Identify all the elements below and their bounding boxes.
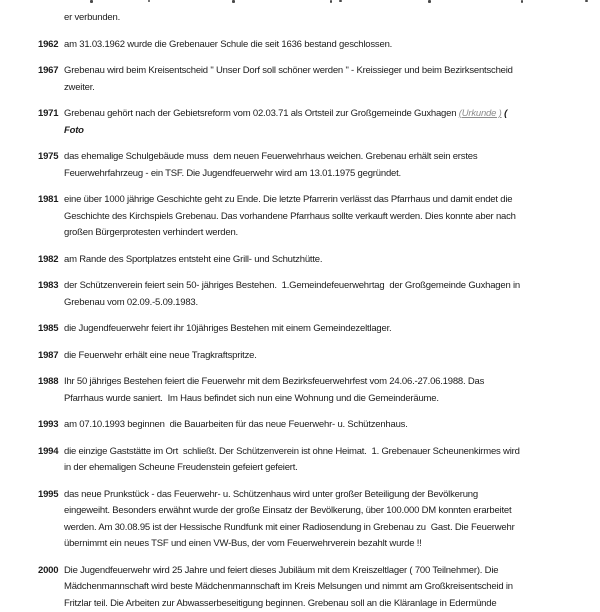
entry-year: 1993	[38, 417, 58, 434]
entry-text	[64, 417, 570, 434]
text-segment: der Schützenverein feiert sein 50- jähriges Bestehen. 1.Gemeindefeuerwehrtag der Großgemeinde Guxhagen in	[64, 280, 520, 291]
clipped-line-fragment	[339, 0, 342, 2]
text-segment: das neue Prunkstück - das Feuerwehr- u. Schützenhaus wird unter großer Beteiligung der Bevölkerung	[64, 489, 478, 500]
clipped-line-fragment	[330, 0, 332, 3]
text-segment: die Feuerwehr erhält eine neue Tragkraftspritze.	[64, 350, 257, 361]
text-segment: werden. Am 30.08.95 ist der Hessische Rundfunk mit einer Radiosendung in Grebenau zu Gast. Die Feuerwehr	[64, 522, 515, 533]
text-segment: am 31.03.1962 wurde die Grebenauer Schule die seit 1636 bestand geschlossen.	[64, 39, 392, 50]
timeline-entry	[38, 374, 570, 407]
clipped-line-fragment	[585, 0, 588, 2]
timeline-entry	[38, 63, 570, 96]
clipped-line-fragment	[90, 0, 93, 3]
entry-text	[64, 444, 570, 477]
text-segment: Fritzlar teil. Die Arbeiten zur Abwasserbeseitigung beginnen. Grebenau soll an die Kläranlage in Edermünde	[64, 598, 496, 609]
entry-text	[64, 252, 570, 269]
timeline-entry	[38, 444, 570, 477]
entry-year: 1967	[38, 63, 58, 80]
clipped-line-fragment	[428, 0, 431, 3]
text-segment: Die Jugendfeuerwehr wird 25 Jahre und feiert dieses Jubiläum mit dem Kreiszeltlager ( 700 Teilnehmer). Die	[64, 565, 498, 576]
text-segment: das ehemalige Schulgebäude muss dem neuen Feuerwehrhaus weichen. Grebenau erhält sein erstes	[64, 151, 477, 162]
entry-year: 1982	[38, 252, 58, 269]
entry-line	[64, 321, 570, 338]
entry-year: 1975	[38, 149, 58, 166]
text-segment: die Jugendfeuerwehr feiert ihr 10jähriges Bestehen mit einem Gemeindezeltlager.	[64, 323, 391, 334]
entry-text	[64, 374, 570, 407]
timeline-entry	[38, 37, 570, 54]
timeline-entry	[38, 487, 570, 553]
text-segment: (	[502, 108, 507, 119]
entry-line	[64, 579, 570, 596]
text-segment: Geschichte des Kirchspiels Grebenau. Das vorhandene Pfarrhaus sollte verkauft werden. Dies konnte aber nach	[64, 211, 516, 222]
entry-line	[64, 80, 570, 97]
entry-line	[64, 295, 570, 312]
entry-line	[64, 10, 570, 27]
text-segment: Grebenau vom 02.09.-5.09.1983.	[64, 297, 198, 308]
entry-year: 1988	[38, 374, 58, 391]
entry-year: 1971	[38, 106, 58, 123]
entry-text	[64, 278, 570, 311]
timeline-entry	[38, 252, 570, 269]
clipped-line-fragment	[521, 0, 523, 3]
entry-line	[64, 391, 570, 408]
entry-line	[64, 278, 570, 295]
entry-line	[64, 536, 570, 553]
entry-year: 2000	[38, 563, 58, 580]
entry-text	[64, 192, 570, 242]
entry-line	[64, 209, 570, 226]
entry-line	[64, 106, 570, 123]
entry-line	[64, 563, 570, 580]
clipped-line-fragment	[148, 0, 150, 2]
text-segment: Ihr 50 jähriges Bestehen feiert die Feuerwehr mit dem Bezirksfeuerwehrfest vom 24.06.-27.06.1988. Das	[64, 376, 484, 387]
text-segment: übernimmt ein neues TSF und einen VW-Bus, der vom Feuerwehrverein bezahlt wurde !!	[64, 538, 422, 549]
entry-text	[64, 321, 570, 338]
entry-year: 1995	[38, 487, 58, 504]
entry-line	[64, 63, 570, 80]
entry-year: 1987	[38, 348, 58, 365]
text-segment: eingeweiht. Besonders erwähnt wurde der große Einsatz der Bevölkerung, über 100.000 DM konnten erarbeitet	[64, 505, 511, 516]
entry-line	[64, 487, 570, 504]
timeline-entry	[38, 278, 570, 311]
urkunde-link[interactable]: (Urkunde )	[459, 108, 502, 119]
entry-year: 1983	[38, 278, 58, 295]
timeline-entry	[38, 106, 570, 139]
entry-line	[64, 252, 570, 269]
text-segment: eine über 1000 jährige Geschichte geht zu Ende. Die letzte Pfarrerin verlässt das Pfarrhaus und damit endet die	[64, 194, 512, 205]
entry-line	[64, 444, 570, 461]
text-segment: großen Bürgerprotesten verhindert werden.	[64, 227, 238, 238]
clipped-line-fragment	[232, 0, 235, 3]
entry-year: 1962	[38, 37, 58, 54]
entry-line	[64, 374, 570, 391]
entry-text	[64, 487, 570, 553]
entry-line	[64, 503, 570, 520]
text-segment: Grebenau wird beim Kreisentscheid " Unser Dorf soll schöner werden " - Kreissieger und beim Bezirksentscheid	[64, 65, 513, 76]
timeline-entry	[38, 563, 570, 612]
entry-year: 1985	[38, 321, 58, 338]
text-segment: er verbunden.	[64, 12, 120, 23]
text-segment: die einzige Gaststätte im Ort schließt. Der Schützenverein ist ohne Heimat. 1. Grebenauer Scheunenkirmes wird	[64, 446, 520, 457]
text-segment: Feuerwehrfahrzeug - ein TSF. Die Jugendfeuerwehr wird am 13.01.1975 gegründet.	[64, 168, 401, 179]
entry-text	[64, 63, 570, 96]
entry-text	[64, 106, 570, 139]
timeline-entry	[38, 192, 570, 242]
text-segment: Pfarrhaus wurde saniert. Im Haus befindet sich nun eine Wohnung und die Gemeinderäume.	[64, 393, 439, 404]
text-segment: am 07.10.1993 beginnen die Bauarbeiten für das neue Feuerwehr- u. Schützenhaus.	[64, 419, 408, 430]
text-segment: zweiter.	[64, 82, 95, 93]
entry-line	[64, 460, 570, 477]
entry-line	[64, 596, 570, 612]
text-segment: Grebenau gehört nach der Gebietsreform vom 02.03.71 als Ortsteil zur Großgemeinde Guxhagen	[64, 108, 459, 119]
text-segment: Mädchenmannschaft wird beste Mädchenmannschaft im Kreis Melsungen und nimmt am Großkreisentscheid in	[64, 581, 513, 592]
entry-line	[64, 225, 570, 242]
entry-line	[64, 348, 570, 365]
timeline-entry	[38, 10, 570, 27]
entry-line	[64, 166, 570, 183]
entry-line	[64, 37, 570, 54]
entry-line	[64, 149, 570, 166]
entry-line	[64, 192, 570, 209]
timeline-entry	[38, 149, 570, 182]
timeline-entry	[38, 348, 570, 365]
entry-line	[64, 123, 570, 140]
entry-text	[64, 563, 570, 612]
entry-text	[64, 10, 570, 27]
text-segment: in der ehemaligen Scheune Freudenstein gefeiert gefeiert.	[64, 462, 298, 473]
entry-year: 1981	[38, 192, 58, 209]
timeline-entry	[38, 321, 570, 338]
entry-text	[64, 348, 570, 365]
timeline-entry	[38, 417, 570, 434]
entry-text	[64, 37, 570, 54]
foto-link[interactable]: Foto	[64, 125, 84, 136]
entry-year: 1994	[38, 444, 58, 461]
text-segment: am Rande des Sportplatzes entsteht eine Grill- und Schutzhütte.	[64, 254, 322, 265]
entry-line	[64, 417, 570, 434]
entry-line	[64, 520, 570, 537]
entry-text	[64, 149, 570, 182]
